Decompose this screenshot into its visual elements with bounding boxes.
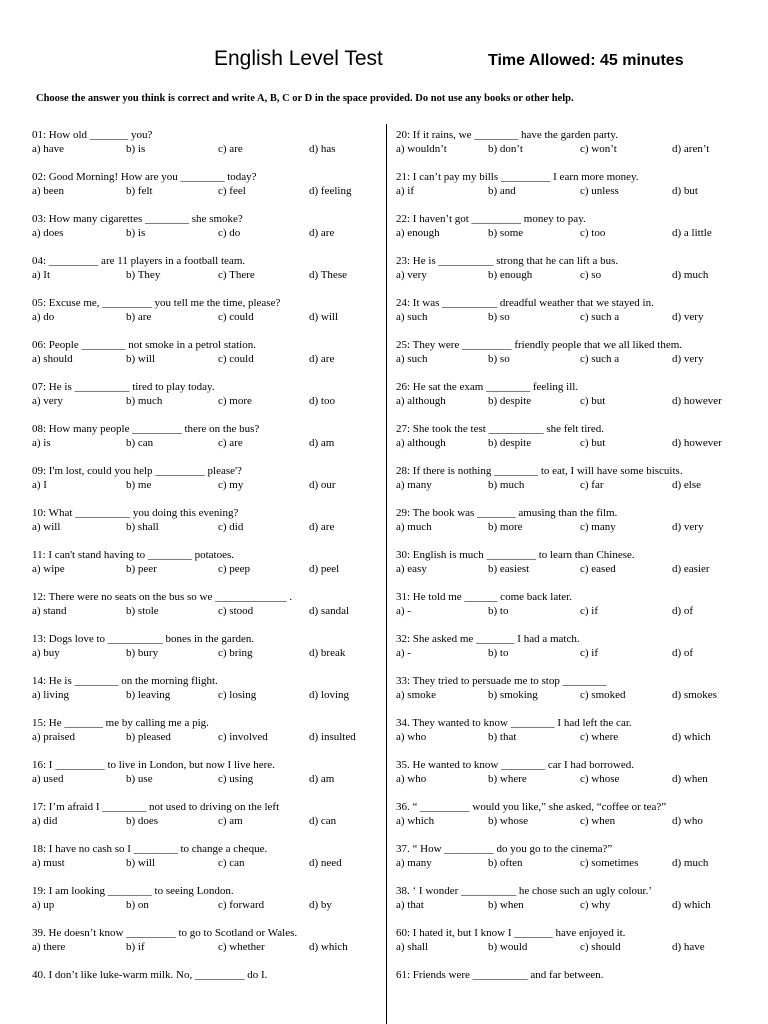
answer-option: c) but [580, 437, 606, 449]
question-item [32, 296, 382, 338]
answer-option: b) some [488, 227, 524, 239]
answer-option: b) would [488, 941, 528, 953]
answer-options [32, 730, 382, 744]
answer-option: d) which [672, 731, 711, 743]
answer-option: b) is [126, 143, 146, 155]
question-item [32, 212, 382, 254]
answer-option: d) when [672, 773, 708, 785]
answer-option: d) feeling [309, 185, 352, 197]
answer-option: b) will [126, 857, 156, 869]
answer-option: d) will [309, 311, 339, 323]
question-stem: 28: If there is nothing ________ to eat, I will have some biscuits. [396, 465, 683, 477]
question-item [396, 548, 764, 590]
answer-option: b) that [488, 731, 517, 743]
answer-option: b) can [126, 437, 154, 449]
question-item [32, 422, 382, 464]
answer-option: d) very [672, 311, 704, 323]
answer-option: a) stand [32, 605, 67, 617]
answer-option: b) smoking [488, 689, 538, 701]
answer-options [32, 436, 382, 450]
question-item [396, 884, 764, 926]
answer-option: a) used [32, 773, 64, 785]
answer-option: b) They [126, 269, 161, 281]
answer-option: b) where [488, 773, 527, 785]
answer-option: c) am [218, 815, 243, 827]
answer-option: c) There [218, 269, 255, 281]
question-stem: 39. He doesn’t know _________ to go to Scotland or Wales. [32, 927, 298, 939]
answer-option: a) who [396, 773, 427, 785]
question-stem: 22: I haven’t got _________ money to pay. [396, 213, 586, 225]
question-stem: 17: I’m afraid I ________ not used to driving on the left [32, 801, 280, 813]
answer-option: b) so [488, 353, 510, 365]
answer-option: c) involved [218, 731, 268, 743]
answer-option: d) however [672, 395, 722, 407]
answer-options [32, 814, 382, 828]
answer-options [32, 478, 382, 492]
answer-options [396, 940, 764, 954]
answer-option: b) use [126, 773, 153, 785]
answer-option: d) smokes [672, 689, 717, 701]
answer-option: d) loving [309, 689, 350, 701]
answer-option: a) if [396, 185, 415, 197]
answer-option: d) have [672, 941, 705, 953]
answer-option: c) more [218, 395, 252, 407]
question-item [32, 800, 382, 842]
question-item [32, 254, 382, 296]
question-stem: 07: He is __________ tired to play today. [32, 381, 215, 393]
answer-option: b) to [488, 605, 509, 617]
question-stem: 32: She asked me _______ I had a match. [396, 633, 580, 645]
answer-option: d) are [309, 227, 335, 239]
answer-option: a) wipe [32, 563, 65, 575]
left-question-column [32, 128, 382, 1010]
answer-option: b) enough [488, 269, 533, 281]
answer-option: d) who [672, 815, 703, 827]
answer-options [396, 898, 764, 912]
question-item [396, 674, 764, 716]
question-stem: 12: There were no seats on the bus so we _____________ . [32, 591, 293, 603]
answer-option: c) my [218, 479, 244, 491]
answer-option: c) too [580, 227, 606, 239]
question-stem: 18: I have no cash so I ________ to change a cheque. [32, 843, 268, 855]
question-stem: 14: He is ________ on the morning flight. [32, 675, 218, 687]
answer-option: a) I [32, 479, 47, 491]
answer-option: d) very [672, 521, 704, 533]
question-item [32, 506, 382, 548]
answer-option: b) shall [126, 521, 159, 533]
answer-option: a) such [396, 353, 428, 365]
answer-option: c) if [580, 647, 599, 659]
answer-option: d) too [309, 395, 335, 407]
question-stem: 05: Excuse me, _________ you tell me the time, please? [32, 297, 281, 309]
answer-option: a) It [32, 269, 51, 281]
answer-option: c) eased [580, 563, 616, 575]
answer-options [32, 898, 382, 912]
question-stem: 24: It was __________ dreadful weather that we stayed in. [396, 297, 654, 309]
answer-option: d) which [672, 899, 711, 911]
question-stem: 25: They were _________ friendly people that we all liked them. [396, 339, 683, 351]
answer-option: a) buy [32, 647, 60, 659]
answer-option: a) been [32, 185, 65, 197]
answer-option: b) if [126, 941, 145, 953]
answer-option: d) much [672, 269, 709, 281]
answer-options [396, 646, 764, 660]
answer-options [32, 520, 382, 534]
answer-option: d) has [309, 143, 336, 155]
question-stem: 37. “ How _________ do you go to the cinema?” [396, 843, 613, 855]
answer-option: c) such a [580, 353, 620, 365]
answer-option: b) easiest [488, 563, 530, 575]
answer-option: c) won’t [580, 143, 617, 155]
answer-option: d) our [309, 479, 336, 491]
answer-option: b) more [488, 521, 523, 533]
question-stem: 35. He wanted to know ________ car I had borrowed. [396, 759, 634, 771]
answer-options [396, 478, 764, 492]
answer-option: d) which [309, 941, 348, 953]
answer-option: c) unless [580, 185, 619, 197]
question-item [396, 842, 764, 884]
answer-option: d) are [309, 521, 335, 533]
answer-option: a) much [396, 521, 432, 533]
answer-option: b) don’t [488, 143, 523, 155]
answer-options [396, 562, 764, 576]
answer-option: c) could [218, 311, 254, 323]
answer-option: a) will [32, 521, 61, 533]
answer-options [32, 142, 382, 156]
question-item [396, 758, 764, 800]
answer-options [32, 310, 382, 324]
answer-options [396, 352, 764, 366]
answer-option: d) of [672, 605, 694, 617]
question-item [32, 548, 382, 590]
question-item [396, 968, 764, 1010]
column-divider [386, 124, 387, 1024]
answer-options [396, 436, 764, 450]
answer-option: a) although [396, 395, 446, 407]
question-item [32, 170, 382, 212]
question-stem: 38. ‘ I wonder __________ he chose such an ugly colour.’ [396, 885, 653, 897]
answer-option: a) praised [32, 731, 76, 743]
question-item [32, 968, 382, 1010]
question-stem: 29: The book was _______ amusing than the film. [396, 507, 618, 519]
answer-options [396, 268, 764, 282]
answer-option: a) does [32, 227, 64, 239]
answer-option: d) am [309, 437, 335, 449]
question-stem: 23: He is __________ strong that he can lift a bus. [396, 255, 619, 267]
answer-option: b) does [126, 815, 159, 827]
answer-option: d) sandal [309, 605, 350, 617]
question-item [396, 296, 764, 338]
answer-option: a) very [396, 269, 427, 281]
question-stem: 19: I am looking ________ to seeing London. [32, 885, 234, 897]
answer-option: a) that [396, 899, 424, 911]
answer-options [32, 226, 382, 240]
answer-option: c) when [580, 815, 616, 827]
answer-option: b) are [126, 311, 152, 323]
answer-option: a) must [32, 857, 65, 869]
question-stem: 31: He told me ______ come back later. [396, 591, 572, 603]
question-item [396, 254, 764, 296]
answer-option: c) many [580, 521, 616, 533]
answer-option: a) enough [396, 227, 440, 239]
time-allowed: Time Allowed: 45 minutes [488, 52, 684, 69]
answer-option: a) easy [396, 563, 427, 575]
answer-options [32, 940, 382, 954]
right-question-column [396, 128, 764, 1010]
answer-option: a) smoke [396, 689, 437, 701]
answer-option: b) on [126, 899, 149, 911]
answer-option: b) much [126, 395, 163, 407]
question-item [396, 338, 764, 380]
answer-option: c) peep [218, 563, 251, 575]
answer-option: c) whose [580, 773, 620, 785]
answer-options [396, 856, 764, 870]
answer-option: c) so [580, 269, 602, 281]
answer-options [32, 268, 382, 282]
answer-option: a) many [396, 857, 432, 869]
question-stem: 30: English is much _________ to learn than Chinese. [396, 549, 635, 561]
answer-option: c) are [218, 437, 243, 449]
answer-option: d) of [672, 647, 694, 659]
question-item [396, 128, 764, 170]
question-stem: 09: I'm lost, could you help _________ please'? [32, 465, 242, 477]
answer-option: d) These [309, 269, 347, 281]
instructions: Choose the answer you think is correct and write A, B, C or D in the space provided. Do not use any books or other help. [36, 93, 574, 104]
question-item [32, 674, 382, 716]
answer-option: c) could [218, 353, 254, 365]
answer-options [32, 562, 382, 576]
question-stem: 36. “ _________ would you like,” she asked, “coffee or tea?” [396, 801, 667, 813]
question-item [396, 632, 764, 674]
question-stem: 26: He sat the exam ________ feeling ill. [396, 381, 579, 393]
question-stem: 04: _________ are 11 players in a football team. [32, 255, 246, 267]
answer-option: a) - [396, 605, 411, 617]
answer-option: b) will [126, 353, 156, 365]
question-item [32, 884, 382, 926]
answer-option: a) many [396, 479, 432, 491]
answer-option: d) need [309, 857, 342, 869]
answer-option: a) is [32, 437, 51, 449]
answer-option: a) which [396, 815, 435, 827]
answer-option: c) smoked [580, 689, 626, 701]
answer-option: d) am [309, 773, 335, 785]
answer-options [32, 604, 382, 618]
answer-options [32, 352, 382, 366]
answer-option: b) felt [126, 185, 153, 197]
answer-options [396, 394, 764, 408]
answer-option: b) whose [488, 815, 529, 827]
answer-options [396, 142, 764, 156]
answer-option: a) shall [396, 941, 429, 953]
answer-option: b) pleased [126, 731, 171, 743]
question-stem: 21: I can’t pay my bills _________ I earn more money. [396, 171, 639, 183]
question-stem: 27: She took the test __________ she felt tired. [396, 423, 605, 435]
answer-option: d) easier [672, 563, 710, 575]
question-stem: 60: I hated it, but I know I _______ have enjoyed it. [396, 927, 626, 939]
answer-option: b) to [488, 647, 509, 659]
answer-options [396, 604, 764, 618]
answer-option: d) by [309, 899, 332, 911]
answer-option: b) so [488, 311, 510, 323]
answer-option: b) and [488, 185, 516, 197]
question-item [396, 506, 764, 548]
answer-option: c) why [580, 899, 611, 911]
answer-option: a) there [32, 941, 66, 953]
answer-option: b) despite [488, 395, 532, 407]
question-item [32, 128, 382, 170]
answer-option: d) very [672, 353, 704, 365]
question-item [396, 926, 764, 968]
answer-option: a) living [32, 689, 69, 701]
question-stem: 40. I don’t like luke-warm milk. No, _________ do I. [32, 969, 268, 981]
answer-option: b) often [488, 857, 523, 869]
answer-option: c) forward [218, 899, 265, 911]
answer-option: b) stole [126, 605, 159, 617]
answer-option: d) aren’t [672, 143, 710, 155]
answer-option: a) have [32, 143, 65, 155]
answer-option: c) losing [218, 689, 257, 701]
question-item [32, 716, 382, 758]
answer-option: b) peer [126, 563, 157, 575]
answer-option: b) when [488, 899, 524, 911]
answer-options [396, 226, 764, 240]
answer-option: c) whether [218, 941, 265, 953]
answer-option: c) do [218, 227, 241, 239]
answer-option: b) despite [488, 437, 532, 449]
answer-option: a) did [32, 815, 58, 827]
answer-options [396, 814, 764, 828]
answer-options [396, 520, 764, 534]
answer-option: c) sometimes [580, 857, 639, 869]
answer-option: d) else [672, 479, 702, 491]
answer-option: d) can [309, 815, 337, 827]
answer-option: b) bury [126, 647, 159, 659]
answer-option: c) but [580, 395, 606, 407]
question-item [32, 338, 382, 380]
answer-options [396, 310, 764, 324]
question-item [32, 842, 382, 884]
answer-option: c) should [580, 941, 621, 953]
question-stem: 08: How many people _________ there on the bus? [32, 423, 260, 435]
answer-option: b) me [126, 479, 152, 491]
answer-option: c) are [218, 143, 243, 155]
answer-option: c) using [218, 773, 254, 785]
answer-option: c) such a [580, 311, 620, 323]
question-item [32, 464, 382, 506]
question-stem: 06: People ________ not smoke in a petrol station. [32, 339, 256, 351]
question-stem: 03: How many cigarettes ________ she smoke? [32, 213, 243, 225]
answer-option: a) - [396, 647, 411, 659]
question-stem: 11: I can't stand having to ________ potatoes. [32, 549, 234, 561]
answer-options [396, 688, 764, 702]
answer-option: a) such [396, 311, 428, 323]
question-stem: 02: Good Morning! How are you ________ today? [32, 171, 257, 183]
answer-option: c) where [580, 731, 619, 743]
question-item [396, 212, 764, 254]
question-item [396, 800, 764, 842]
answer-option: a) very [32, 395, 63, 407]
answer-options [32, 772, 382, 786]
question-item [396, 170, 764, 212]
answer-option: a) who [396, 731, 427, 743]
answer-option: c) feel [218, 185, 246, 197]
answer-options [32, 184, 382, 198]
answer-option: a) although [396, 437, 446, 449]
question-stem: 33: They tried to persuade me to stop ________ [396, 675, 607, 687]
answer-options [396, 772, 764, 786]
answer-option: a) up [32, 899, 55, 911]
answer-option: c) bring [218, 647, 253, 659]
answer-options [396, 184, 764, 198]
question-item [32, 758, 382, 800]
answer-option: d) break [309, 647, 346, 659]
answer-option: d) are [309, 353, 335, 365]
answer-options [32, 646, 382, 660]
question-stem: 10: What __________ you doing this evening? [32, 507, 239, 519]
answer-option: c) did [218, 521, 244, 533]
question-item [396, 716, 764, 758]
answer-option: a) do [32, 311, 55, 323]
question-item [32, 590, 382, 632]
answer-option: c) can [218, 857, 245, 869]
question-stem: 15: He _______ me by calling me a pig. [32, 717, 209, 729]
page-title: English Level Test [214, 47, 383, 70]
question-item [396, 464, 764, 506]
answer-option: a) wouldn’t [396, 143, 447, 155]
question-item [396, 590, 764, 632]
question-item [32, 380, 382, 422]
answer-option: b) leaving [126, 689, 171, 701]
question-item [396, 380, 764, 422]
question-item [396, 422, 764, 464]
question-stem: 13: Dogs love to __________ bones in the garden. [32, 633, 255, 645]
answer-option: d) but [672, 185, 698, 197]
question-stem: 61: Friends were __________ and far between. [396, 969, 604, 981]
answer-options [32, 688, 382, 702]
question-item [32, 926, 382, 968]
answer-option: c) stood [218, 605, 254, 617]
answer-option: d) much [672, 857, 709, 869]
answer-options [32, 394, 382, 408]
answer-option: b) much [488, 479, 525, 491]
question-stem: 20: If it rains, we ________ have the garden party. [396, 129, 618, 141]
answer-option: c) if [580, 605, 599, 617]
answer-option: c) far [580, 479, 604, 491]
question-item [32, 632, 382, 674]
question-stem: 34. They wanted to know ________ I had left the car. [396, 717, 632, 729]
answer-option: b) is [126, 227, 146, 239]
answer-option: d) insulted [309, 731, 356, 743]
question-stem: 16: I _________ to live in London, but now I live here. [32, 759, 275, 771]
answer-option: a) should [32, 353, 73, 365]
answer-option: d) however [672, 437, 722, 449]
question-stem: 01: How old _______ you? [32, 129, 153, 141]
answer-option: d) peel [309, 563, 340, 575]
answer-options [396, 730, 764, 744]
answer-options [32, 856, 382, 870]
answer-option: d) a little [672, 227, 712, 239]
